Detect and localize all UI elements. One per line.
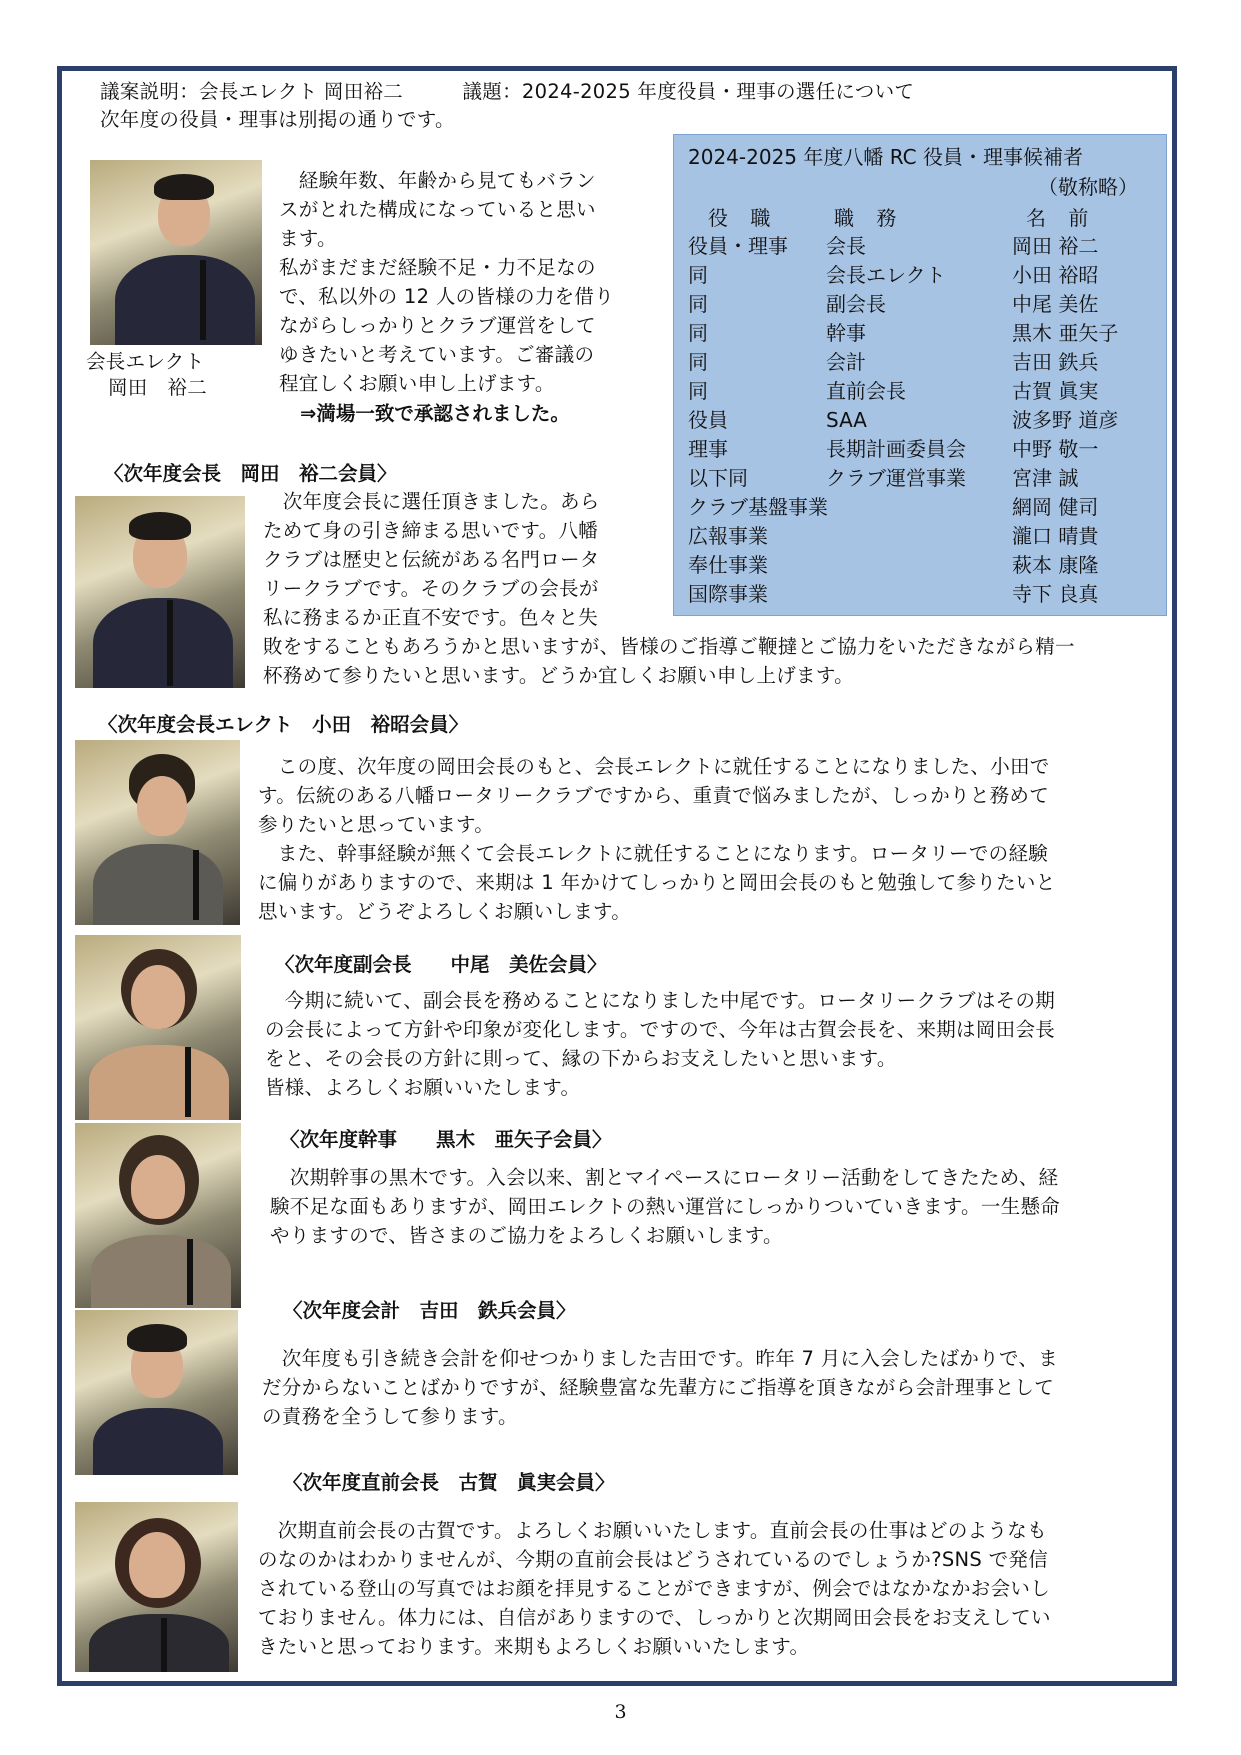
text-line: 敗をすることもあろうかと思いますが、皆様のご指導ご鞭撻とご協力をいただきながら精一: [263, 635, 1075, 658]
cell-duty: 幹事: [826, 321, 866, 345]
text-line: ます。: [279, 227, 337, 250]
cell-name: 中尾 美佐: [1012, 292, 1099, 316]
text-line: に偏りがありますので、来期は 1 年かけてしっかりと岡田会長のもと勉強して参りたいと: [258, 871, 1056, 894]
cell-role: 理事: [688, 437, 728, 461]
cell-name: 中野 敬一: [1012, 437, 1099, 461]
cell-name: 宮津 誠: [1012, 466, 1079, 490]
cell-name: 岡田 裕二: [1012, 234, 1099, 258]
speech-nakao: [265, 986, 1165, 1102]
text-line: 験不足な面もありますが、岡田エレクトの熱い運営にしっかりついていきます。一生懸命: [270, 1195, 1061, 1218]
table-row: [688, 406, 1158, 435]
col-header-role: 役 職: [708, 206, 779, 230]
table-row: [688, 464, 1158, 493]
text-line: す。伝統のある八幡ロータリークラブですから、重責で悩みましたが、しっかりと務めて: [258, 784, 1050, 807]
cell-role: 役員: [688, 408, 728, 432]
speech-kuroki: [270, 1163, 1170, 1250]
text-line: 程宜しくお願い申し上げます。: [279, 372, 555, 395]
cell-role: 役員・理事: [688, 234, 788, 258]
cell-role: 同: [688, 379, 708, 403]
text-line: ながらしっかりとクラブ運営をして: [279, 314, 596, 337]
text-line: 参りたいと思っています。: [258, 813, 495, 836]
text-line: 次期直前会長の古賀です。よろしくお願いいたします。直前会長の仕事はどのようなも: [258, 1519, 1047, 1542]
heading-kuroki: 〈次年度幹事 黒木 亜矢子会員〉: [280, 1128, 612, 1151]
table-row: [688, 319, 1158, 348]
officers-table: [673, 134, 1167, 616]
officers-note: （敬称略）: [1038, 175, 1138, 199]
text-line: 今期に続いて、副会長を務めることになりました中尾です。ロータリークラブはその期: [265, 989, 1056, 1012]
cell-role: 国際事業: [688, 582, 768, 606]
text-line: この度、次年度の岡田会長のもと、会長エレクトに就任することになりました、小田で: [258, 755, 1050, 778]
cell-duty: SAA: [826, 408, 867, 432]
text-line: 次年度会長に選任頂きました。あら: [263, 490, 600, 513]
text-line: 思います。どうぞよろしくお願いします。: [258, 900, 632, 923]
col-header-duty: 職 務: [834, 206, 905, 230]
text-line: 私がまだまだ経験不足・力不足なの: [279, 256, 596, 279]
speech-okada-cont: [263, 632, 1075, 690]
text-line: だ分からないことばかりですが、経験豊富な先輩方にご指導を頂きながら会計理事として: [262, 1376, 1055, 1399]
photo-nakao: [75, 935, 241, 1120]
text-line: のなのかはわかりませんが、今期の直前会長はどうされているのでしょうか?SNS で発信: [258, 1548, 1048, 1571]
text-line: リークラブです。そのクラブの会長が: [263, 577, 599, 600]
photo-koga: [75, 1502, 238, 1672]
cell-name: 黒木 亜矢子: [1012, 321, 1119, 345]
text-line: ておりません。体力には、自信がありますので、しっかりと次期岡田会長をお支えしてい: [258, 1606, 1051, 1629]
speech-yoshida: [262, 1344, 1167, 1431]
text-line: また、幹事経験が無くて会長エレクトに就任することになります。ロータリーでの経験: [258, 842, 1049, 865]
text-line: ためて身の引き締まる思いです。八幡: [263, 519, 599, 542]
cell-role: 同: [688, 263, 708, 287]
speech-oda: [258, 752, 1168, 926]
table-row: [688, 435, 1158, 464]
photo-oda: [75, 740, 240, 925]
approval-result: ⇒満場一致で承認されました。: [300, 402, 570, 425]
text-line: の会長によって方針や印象が変化します。ですので、今年は古賀会長を、来期は岡田会長: [265, 1018, 1056, 1041]
text-line: クラブは歴史と伝統がある名門ロータ: [263, 548, 600, 571]
cell-role: 以下同: [688, 466, 748, 490]
text-line: やりますので、皆さまのご協力をよろしくお願いします。: [270, 1224, 783, 1247]
agenda-subline: 次年度の役員・理事は別掲の通りです。: [100, 108, 455, 131]
cell-role: 同: [688, 321, 708, 345]
text-line: をと、その会長の方針に則って、縁の下からお支えしたいと思います。: [265, 1047, 897, 1070]
cell-name: 寺下 良真: [1012, 582, 1099, 606]
table-row: [688, 580, 1158, 609]
text-line: ゆきたいと考えています。ご審議の: [279, 343, 595, 366]
cell-role: 奉仕事業: [688, 553, 768, 577]
cell-duty: 会計: [826, 350, 866, 374]
text-line: の責務を全うして参ります。: [262, 1405, 518, 1428]
speech-koga: [258, 1516, 1168, 1661]
text-line: 次年度も引き続き会計を仰せつかりました吉田です。昨年 7 月に入会したばかりで、ま: [262, 1347, 1058, 1370]
cell-duty: 会長エレクト: [826, 263, 946, 287]
cell-name: 小田 裕昭: [1012, 263, 1099, 287]
cell-duty: 会長: [826, 234, 866, 258]
photo-caption-title: 会長エレクト: [86, 350, 205, 373]
agenda-line: 議案説明：会長エレクト 岡田裕二 議題：2024-2025 年度役員・理事の選任について: [100, 80, 915, 103]
table-row: [688, 377, 1158, 406]
photo-caption-name: 岡田 裕二: [108, 376, 208, 399]
text-line: 皆様、よろしくお願いいたします。: [265, 1076, 581, 1099]
text-line: スがとれた構成になっていると思い: [279, 198, 596, 221]
table-row: [688, 348, 1158, 377]
cell-duty: 長期計画委員会: [826, 437, 966, 461]
text-line: されている登山の写真ではお顔を拝見することができますが、例会ではなかなかお会いし: [258, 1577, 1050, 1600]
text-line: 私に務まるか正直不安です。色々と失: [263, 606, 599, 629]
cell-name: 網岡 健司: [1012, 495, 1099, 519]
cell-name: 萩本 康隆: [1012, 553, 1099, 577]
table-row: [688, 522, 1158, 551]
table-row: [688, 493, 1158, 522]
text-line: 経験年数、年齢から見てもバラン: [279, 169, 596, 192]
cell-name: 吉田 鉄兵: [1012, 350, 1099, 374]
photo-okada-podium: [90, 160, 262, 345]
heading-yoshida: 〈次年度会計 吉田 鉄兵会員〉: [283, 1299, 576, 1322]
cell-role: クラブ基盤事業: [688, 495, 828, 519]
text-line: 杯務めて参りたいと思います。どうか宜しくお願い申し上げます。: [263, 664, 854, 687]
cell-role: 同: [688, 292, 708, 316]
photo-yoshida: [75, 1310, 238, 1475]
heading-nakao: 〈次年度副会長 中尾 美佐会員〉: [275, 953, 607, 976]
cell-role: 広報事業: [688, 524, 768, 548]
cell-duty: クラブ運営事業: [826, 466, 966, 490]
cell-duty: 副会長: [826, 292, 886, 316]
cell-name: 波多野 道彦: [1012, 408, 1119, 432]
table-row: [688, 290, 1158, 319]
cell-role: 同: [688, 350, 708, 374]
page-number: 3: [614, 1701, 627, 1723]
table-row: [688, 232, 1158, 261]
table-row: [688, 261, 1158, 290]
cell-duty: 直前会長: [826, 379, 906, 403]
text-line: で、私以外の 12 人の皆様の力を借り: [279, 285, 615, 308]
text-line: きたいと思っております。来期もよろしくお願いいたします。: [258, 1635, 810, 1658]
speech-okada-intro: [279, 166, 659, 398]
cell-name: 瀧口 晴貴: [1012, 524, 1099, 548]
table-row: [688, 551, 1158, 580]
officers-title: 2024-2025 年度八幡 RC 役員・理事候補者: [688, 145, 1083, 169]
photo-kuroki: [75, 1123, 241, 1308]
text-line: 次期幹事の黒木です。入会以来、割とマイペースにロータリー活動をしてきたため、経: [270, 1166, 1059, 1189]
heading-okada: 〈次年度会長 岡田 裕二会員〉: [104, 462, 397, 485]
photo-okada: [75, 496, 245, 688]
col-header-name: 名 前: [1026, 206, 1097, 230]
cell-name: 古賀 眞実: [1012, 379, 1099, 403]
heading-koga: 〈次年度直前会長 古賀 眞実会員〉: [283, 1471, 615, 1494]
heading-oda: 〈次年度会長エレクト 小田 裕昭会員〉: [98, 713, 469, 736]
speech-okada: [263, 487, 663, 632]
